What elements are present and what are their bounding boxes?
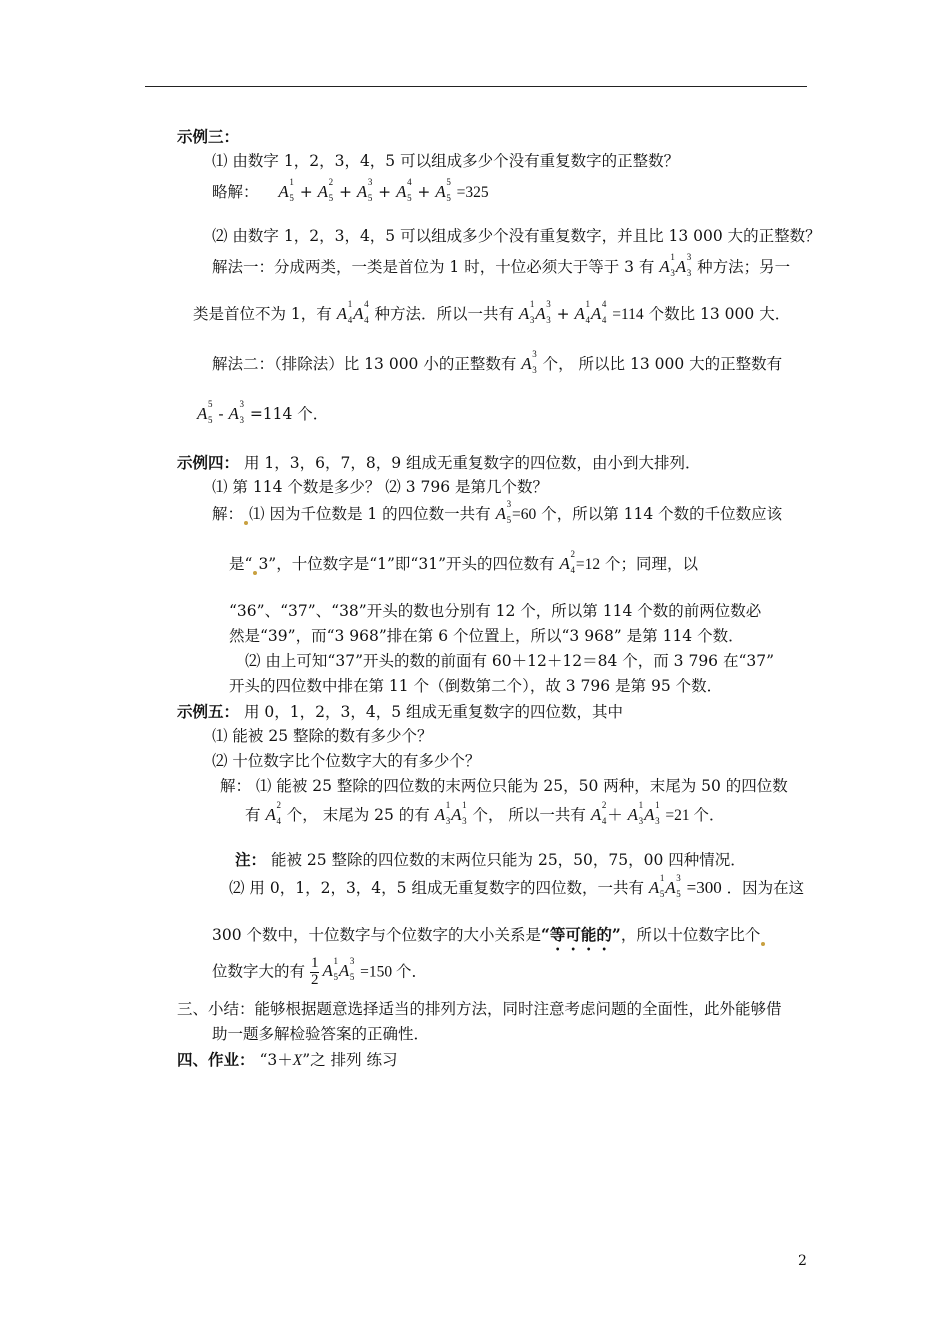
text: 个数比 13 000 大． bbox=[648, 305, 791, 323]
text: =114 个． bbox=[249, 405, 329, 423]
text: =300 bbox=[686, 878, 722, 897]
text: 个， 末尾为 25 的有 bbox=[286, 806, 430, 824]
example-3-method-1-line-2: 类是首位不为 1，有 A 1 4 A 4 4 种方法．所以一共有 A 1 3 A 3 3 + A 1 4 A 4 4 =114 个数比 13 000 大． bbox=[193, 299, 791, 325]
solution-label: 略解： bbox=[212, 183, 259, 201]
text: 有 bbox=[245, 806, 261, 824]
text: 种方法；另一 bbox=[697, 258, 791, 276]
example-5-title: 示例五： bbox=[177, 702, 240, 721]
example-5-solution-line-5: 位数字大的有 $\frac{1}{2}$ A 1 5 A 3 5 =150 个． bbox=[212, 955, 428, 988]
text: X bbox=[292, 1052, 303, 1069]
annotation-mark bbox=[253, 571, 257, 575]
example-3-question-2: ⑵ 由数字 1，2，3，4，5 可以组成多少个没有重复数字，并且比 13 000 大的正整数？ bbox=[212, 227, 821, 245]
text: ．因为在这 bbox=[726, 879, 805, 897]
text: 个， 所以一共有 bbox=[472, 806, 586, 824]
summary-line-1: 三、小结：能够根据题意选择适当的排列方法，同时注意考虑问题的全面性，此外能够借 bbox=[177, 1000, 782, 1018]
example-4-solution-line-2: 是“ 3”，十位数字是“1”即“31”开头的四位数有 A 2 4 =12 个；同理，以 bbox=[229, 549, 699, 575]
text: 种方法．所以一共有 bbox=[374, 305, 514, 323]
text: 用 1，3，6，7，8，9 组成无重复数字的四位数，由小到大排列． bbox=[243, 454, 701, 472]
example-4-solution-line-3: “36”、“37”、“38”开头的数也分别有 12 个，所以第 114 个数的前两位数必 bbox=[229, 602, 762, 620]
text: 个， 所以比 13 000 大的正整数有 bbox=[542, 355, 783, 373]
example-3-method-2-line-2: A 5 5 - A 3 3 =114 个． bbox=[197, 399, 329, 425]
example-3-title: 示例三： bbox=[177, 127, 240, 146]
example-4-questions: ⑴ 第 114 个数是多少？ ⑵ 3 796 是第几个数？ bbox=[212, 478, 549, 496]
text: 1 bbox=[310, 955, 319, 971]
example-3-brief-solution: 略解： A 1 5 + A 2 5 + A 3 5 + A 4 5 + A 5 5 =325 bbox=[212, 177, 489, 203]
example-4-solution-line-5: ⑵ 由上可知“37”开头的数的前面有 60＋12＋12＝84 个，而 3 796 在“37” bbox=[245, 652, 775, 670]
annotation-mark bbox=[761, 942, 765, 946]
example-5-header bbox=[177, 704, 623, 721]
example-3-method-1-line-1: 解法一：分成两类，一类是首位为 1 时，十位必须大于等于 3 有 A 1 3 A 3 3 种方法；另一 bbox=[212, 252, 791, 278]
text: 个；同理，以 bbox=[605, 555, 699, 573]
text: =114 bbox=[612, 306, 644, 323]
example-3-method-2-line-1: 解法二：（排除法）比 13 000 小的正整数有 A 3 3 个， 所以比 13 000 大的正整数有 bbox=[212, 349, 783, 375]
solution-result: =325 bbox=[456, 184, 489, 201]
text: 3”，十位数字是“1”即“31”开头的四位数有 bbox=[258, 555, 555, 573]
emphasis-text: “等可能的” bbox=[541, 925, 621, 944]
text: ，所以十位数字比个 bbox=[620, 926, 761, 944]
example-5-solution-line-3: ⑵ 用 0，1，2，3，4，5 组成无重复数字的四位数，一共有 A 1 5 A 3 5 =300 ．因为在这 bbox=[229, 873, 805, 899]
text: ⑵ 用 0，1，2，3，4，5 组成无重复数字的四位数，一共有 bbox=[229, 879, 644, 897]
text: =150 个． bbox=[360, 963, 428, 981]
text: 是“ bbox=[229, 555, 253, 573]
text: 类是首位不为 1，有 bbox=[193, 305, 332, 323]
text: ⑴ 因为千位数是 1 的四位数一共有 bbox=[249, 505, 491, 523]
example-4-solution-line-4: 然是“39”，而“3 968”排在第 6 个位置上，所以“3 968” 是第 114 个数． bbox=[229, 627, 744, 645]
text: 位数字大的有 bbox=[212, 962, 306, 981]
example-5-question-2: ⑵ 十位数字比个位数字大的有多少个？ bbox=[212, 752, 481, 770]
text: 解法一：分成两类，一类是首位为 1 时，十位必须大于等于 3 有 bbox=[212, 258, 655, 276]
text: “3＋ bbox=[259, 1051, 293, 1069]
text: ”之 排列 练习 bbox=[302, 1051, 398, 1069]
example-4-solution-line-1: 解： ⑴ 因为千位数是 1 的四位数一共有 A 3 5 =60 个，所以第 114 个数的千位数应该 bbox=[212, 499, 783, 525]
homework-line bbox=[177, 1052, 398, 1069]
one-half-fraction bbox=[310, 956, 320, 989]
example-5-solution-line-2: 有 A 2 4 个， 末尾为 25 的有 A 1 3 A 1 3 个， 所以一共有 A 2 4 ＋ A 1 3 A 1 3 =21 个． bbox=[245, 800, 725, 826]
text: 解法二：（排除法）比 13 000 小的正整数有 bbox=[212, 355, 517, 373]
example-5-question-1: ⑴ 能被 25 整除的数有多少个？ bbox=[212, 727, 433, 745]
text: =60 bbox=[512, 506, 537, 523]
header-rule bbox=[145, 86, 807, 87]
summary-line-2: 助一题多解检验答案的正确性． bbox=[212, 1025, 430, 1043]
example-5-note bbox=[235, 852, 746, 869]
text: 300 个数中，十位数字与个位数字的大小关系是 bbox=[212, 926, 542, 944]
text: =21 个． bbox=[665, 807, 725, 824]
note-label: 注： bbox=[235, 850, 267, 869]
text: 用 0，1，2，3，4，5 组成无重复数字的四位数，其中 bbox=[243, 703, 623, 721]
example-4-title: 示例四： bbox=[177, 453, 240, 472]
example-5-solution-line-4 bbox=[212, 925, 766, 954]
text: =12 bbox=[575, 556, 601, 573]
example-4-header bbox=[177, 455, 700, 472]
annotation-mark bbox=[244, 521, 248, 525]
text: ＋ bbox=[607, 806, 623, 824]
text: 2 bbox=[310, 971, 319, 988]
page-number: 2 bbox=[798, 1253, 807, 1269]
example-5-solution-line-1: 解： ⑴ 能被 25 整除的四位数的末两位只能为 25，50 两种，末尾为 50 的四位数 bbox=[220, 777, 788, 795]
example-4-solution-line-6: 开头的四位数中排在第 11 个（倒数第二个），故 3 796 是第 95 个数． bbox=[229, 677, 723, 695]
text: 个，所以第 114 个数的千位数应该 bbox=[541, 505, 783, 523]
text: 能被 25 整除的四位数的末两位只能为 25，50，75，00 四种情况． bbox=[270, 851, 746, 869]
homework-label: 四、作业： bbox=[177, 1050, 255, 1069]
example-3-question-1: ⑴ 由数字 1，2，3，4，5 可以组成多少个没有重复数字的正整数？ bbox=[212, 152, 680, 170]
